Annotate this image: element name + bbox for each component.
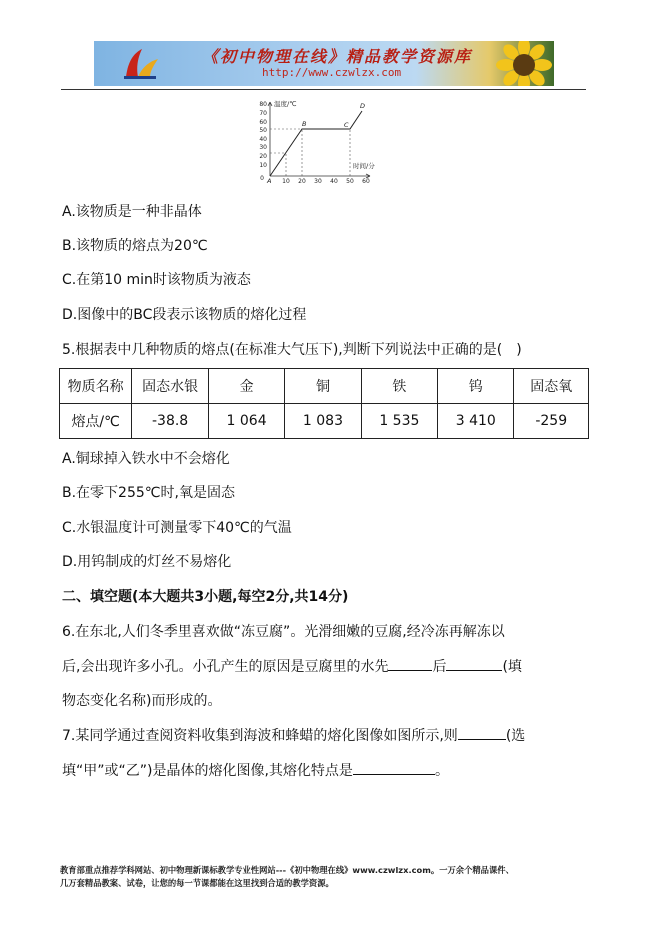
banner-title: 《初中物理在线》精品教学资源库 — [202, 47, 473, 66]
table-cell: 熔点/℃ — [60, 404, 132, 439]
footer-line-2: 几万套精品教案、试卷，让您的每一节课都能在这里找到合适的教学资源。 — [60, 878, 334, 888]
table-cell: 物质名称 — [60, 369, 132, 404]
x-tick: 50 — [346, 178, 354, 184]
q6-line-1: 6.在东北,人们冬季里喜欢做“冻豆腐”。光滑细嫩的豆腐,经冷冻再解冻以 — [62, 624, 505, 640]
q6-text: 后,会出现许多小孔。小孔产生的原因是豆腐里的水先 — [62, 659, 389, 675]
header-banner — [94, 41, 554, 86]
q4-option-a: A.该物质是一种非晶体 — [62, 204, 202, 220]
y-tick: 60 — [259, 119, 267, 126]
q4-option-d: D.图像中的BC段表示该物质的熔化过程 — [62, 307, 307, 323]
q7-text: (选 — [505, 728, 526, 744]
q7-text: 填“甲”或“乙”)是晶体的熔化图像,其熔化特点是 — [62, 763, 353, 779]
point-label-d: D — [360, 102, 366, 110]
table-cell: -259 — [514, 404, 589, 439]
table-cell: 钨 — [438, 369, 514, 404]
table-cell: 1 064 — [208, 404, 284, 439]
q6-line-2 — [62, 656, 522, 676]
answer-blank-3[interactable] — [458, 725, 506, 740]
graph-y-label: 温度/℃ — [274, 100, 297, 108]
q5-option-a: A.铜球掉入铁水中不会熔化 — [62, 451, 230, 467]
answer-blank-4[interactable] — [353, 760, 435, 775]
q5-option-c: C.水银温度计可测量零下40℃的气温 — [62, 520, 292, 536]
site-logo — [120, 47, 160, 81]
q7-text: 7.某同学通过查阅资料收集到海波和蜂蜡的熔化图像如图所示,则 — [62, 728, 458, 744]
table-cell: -38.8 — [132, 404, 209, 439]
footer-line-1: 教育部重点推荐学科网站、初中物理新课标教学专业性网站---《初中物理在线》www.czwlzx.com。一万余个精品课件、 — [60, 865, 514, 875]
y-tick: 80 — [259, 101, 267, 108]
y-tick: 50 — [259, 127, 267, 134]
sunflower-icon — [496, 41, 552, 86]
table-cell: 固态氧 — [514, 369, 589, 404]
table-cell: 铁 — [361, 369, 437, 404]
q7-text: 。 — [434, 763, 449, 779]
graph-x-label: 时间/分 — [353, 162, 375, 170]
answer-blank-2[interactable] — [446, 656, 502, 671]
table-cell: 铜 — [285, 369, 361, 404]
point-label-c: C — [344, 121, 349, 129]
q6-line-3: 物态变化名称)而形成的。 — [62, 693, 222, 709]
q7-line-1 — [62, 725, 525, 745]
y-tick: 40 — [259, 136, 267, 143]
table-header-row — [60, 369, 589, 404]
q5-stem: 5.根据表中几种物质的熔点(在标准大气压下),判断下列说法中正确的是( ) — [62, 342, 522, 358]
page-footer — [60, 864, 620, 890]
y-tick: 10 — [259, 162, 267, 169]
header-rule — [61, 89, 586, 90]
x-tick: 40 — [330, 178, 338, 184]
melting-point-table — [59, 368, 589, 439]
y-tick: 20 — [259, 153, 267, 160]
point-label-a: A — [267, 177, 272, 184]
q6-text: 后 — [432, 659, 447, 675]
banner-url[interactable]: http://www.czwlzx.com — [262, 66, 402, 79]
section-heading: 二、填空题(本大题共3小题,每空2分,共14分) — [62, 589, 349, 605]
table-cell: 1 535 — [361, 404, 437, 439]
melting-graph — [256, 98, 380, 184]
answer-blank-1[interactable] — [388, 656, 432, 671]
q4-option-c: C.在第10 min时该物质为液态 — [62, 272, 251, 288]
table-cell: 金 — [208, 369, 284, 404]
q6-text: (填 — [502, 659, 522, 675]
q5-option-b: B.在零下255℃时,氧是固态 — [62, 485, 235, 501]
y-tick: 0 — [260, 175, 264, 182]
x-tick: 20 — [298, 178, 306, 184]
x-tick: 10 — [282, 178, 290, 184]
table-cell: 固态水银 — [132, 369, 209, 404]
q7-line-2 — [62, 760, 449, 780]
y-tick: 30 — [259, 144, 267, 151]
table-cell: 1 083 — [285, 404, 361, 439]
point-label-b: B — [302, 120, 307, 128]
table-row — [60, 404, 589, 439]
q5-option-d: D.用钨制成的灯丝不易熔化 — [62, 554, 232, 570]
table-cell: 3 410 — [438, 404, 514, 439]
x-tick: 60 — [362, 178, 370, 184]
q4-option-b: B.该物质的熔点为20℃ — [62, 238, 208, 254]
x-tick: 30 — [314, 178, 322, 184]
y-tick: 70 — [259, 110, 267, 117]
